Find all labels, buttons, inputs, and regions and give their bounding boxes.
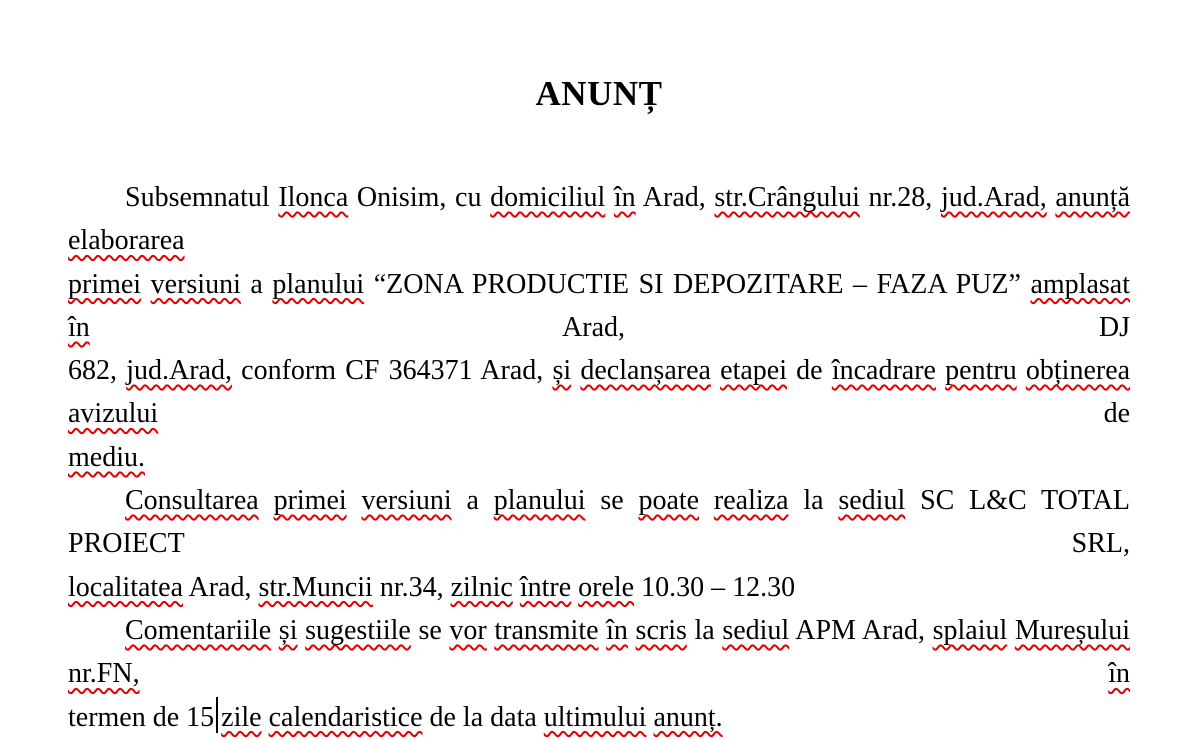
text-run: Arad, <box>183 571 259 603</box>
text-run: conform CF 364371 Arad, <box>231 355 553 387</box>
misspelled-word: versiuni <box>361 485 452 517</box>
text-run: nr.34, <box>372 571 451 603</box>
text-run: se <box>410 614 450 646</box>
misspelled-word: localitatea <box>68 571 184 603</box>
text-run: termen de 15 <box>68 701 215 733</box>
text-run <box>271 615 279 646</box>
text-run: a <box>240 268 273 300</box>
misspelled-word: în <box>606 614 628 646</box>
misspelled-word: planului <box>493 485 586 517</box>
misspelled-word: anunț. <box>653 701 723 733</box>
document-title: ANUNȚ <box>535 74 663 113</box>
text-run: Subsemnatul <box>125 182 279 213</box>
text-run <box>141 269 151 300</box>
misspelled-word: anunță <box>1055 182 1131 213</box>
misspelled-word: obținerea <box>1025 355 1131 387</box>
misspelled-word: realiza <box>713 485 789 517</box>
misspelled-word: jud.Arad, <box>126 355 232 387</box>
misspelled-word: și <box>278 614 298 646</box>
paragraph <box>68 609 1130 739</box>
misspelled-word: sediul <box>722 614 790 646</box>
text-run <box>1130 182 1137 213</box>
misspelled-word: vor <box>449 614 487 646</box>
misspelled-word: mediu. <box>68 441 145 473</box>
document-body[interactable] <box>68 176 1137 739</box>
misspelled-word: Ilonca <box>278 182 349 213</box>
text-line <box>68 176 1130 263</box>
text-run <box>513 572 520 603</box>
text-run: 682, <box>68 355 127 387</box>
text-run: SC L&C TOTAL PROIECT SRL, <box>68 485 1137 560</box>
misspelled-word: amplasat <box>1030 268 1130 300</box>
misspelled-word: zile <box>221 701 262 733</box>
text-run <box>599 615 607 646</box>
text-run: “ZONA PRODUCTIE SI DEPOZITARE – FAZA PUZ” <box>364 268 1031 300</box>
misspelled-word: pentru <box>945 355 1017 387</box>
misspelled-word: calendaristice <box>268 701 423 733</box>
misspelled-word: în <box>68 311 90 343</box>
misspelled-word: str.Crângului <box>714 182 860 213</box>
misspelled-word: versiuni <box>150 268 241 300</box>
misspelled-word: transmite <box>494 614 599 646</box>
misspelled-word: în <box>613 182 636 213</box>
misspelled-word: str.Muncii <box>258 571 373 603</box>
misspelled-word: domiciliul <box>490 182 606 213</box>
text-line <box>68 566 1130 609</box>
misspelled-word: Comentariile <box>125 614 272 646</box>
text-line <box>68 609 1130 696</box>
misspelled-word: nr.FN, <box>68 658 140 690</box>
text-run <box>1017 355 1026 386</box>
misspelled-word: primei <box>273 485 347 517</box>
misspelled-word: scris <box>635 614 687 646</box>
text-run: 10.30 – 12.30 <box>634 571 796 603</box>
text-run: Arad, <box>635 182 715 213</box>
misspelled-word: declanșarea <box>580 355 711 387</box>
misspelled-word: sediul <box>838 485 906 517</box>
text-line <box>68 263 1130 350</box>
misspelled-word: avizului <box>68 398 159 430</box>
text-line <box>68 696 1130 739</box>
text-run: de la data <box>422 701 544 733</box>
misspelled-word: Mureșului <box>1014 614 1130 646</box>
misspelled-word: orele <box>578 571 635 603</box>
text-line <box>68 479 1137 566</box>
text-run: se <box>585 485 639 517</box>
text-run: de <box>786 355 832 387</box>
misspelled-word: elaborarea <box>68 225 185 257</box>
text-run <box>605 182 614 213</box>
text-run: la <box>686 614 723 646</box>
misspelled-word: Consultarea <box>125 485 259 517</box>
text-run <box>262 702 269 733</box>
text-caret <box>216 697 218 733</box>
text-run <box>297 615 305 646</box>
text-run: APM Arad, <box>789 614 933 646</box>
misspelled-word: jud.Arad, <box>940 182 1047 213</box>
text-run <box>699 485 714 516</box>
text-line <box>68 436 1130 479</box>
text-run: nr.28, <box>859 182 941 213</box>
text-run <box>1130 269 1137 300</box>
misspelled-word: ultimului <box>543 701 647 733</box>
text-run <box>140 658 1109 689</box>
misspelled-word: încadrare <box>831 355 936 387</box>
text-run: a <box>451 485 494 517</box>
misspelled-word: primei <box>68 268 142 300</box>
text-run: Arad, DJ <box>89 311 1130 343</box>
text-run: de <box>158 398 1130 430</box>
text-run: Onisim, cu <box>348 182 491 213</box>
text-run <box>259 485 274 516</box>
text-run <box>1130 615 1137 646</box>
misspelled-word: poate <box>638 485 700 517</box>
paragraph <box>68 479 1137 609</box>
text-run <box>936 355 945 386</box>
text-run <box>1007 615 1015 646</box>
misspelled-word: și <box>552 355 572 387</box>
misspelled-word: splaiul <box>932 614 1008 646</box>
text-run <box>711 355 720 386</box>
misspelled-word: sugestiile <box>305 614 411 646</box>
text-run <box>628 615 636 646</box>
text-run <box>1130 355 1137 386</box>
text-line <box>68 349 1130 436</box>
misspelled-word: zilnic <box>450 571 513 603</box>
text-run <box>571 355 580 386</box>
text-run: la <box>788 485 839 517</box>
paragraph <box>68 176 1130 479</box>
misspelled-word: etapei <box>720 355 787 387</box>
misspelled-word: între <box>519 571 572 603</box>
misspelled-word: în <box>1108 658 1130 690</box>
text-run <box>347 485 362 516</box>
misspelled-word: planului <box>272 268 365 300</box>
